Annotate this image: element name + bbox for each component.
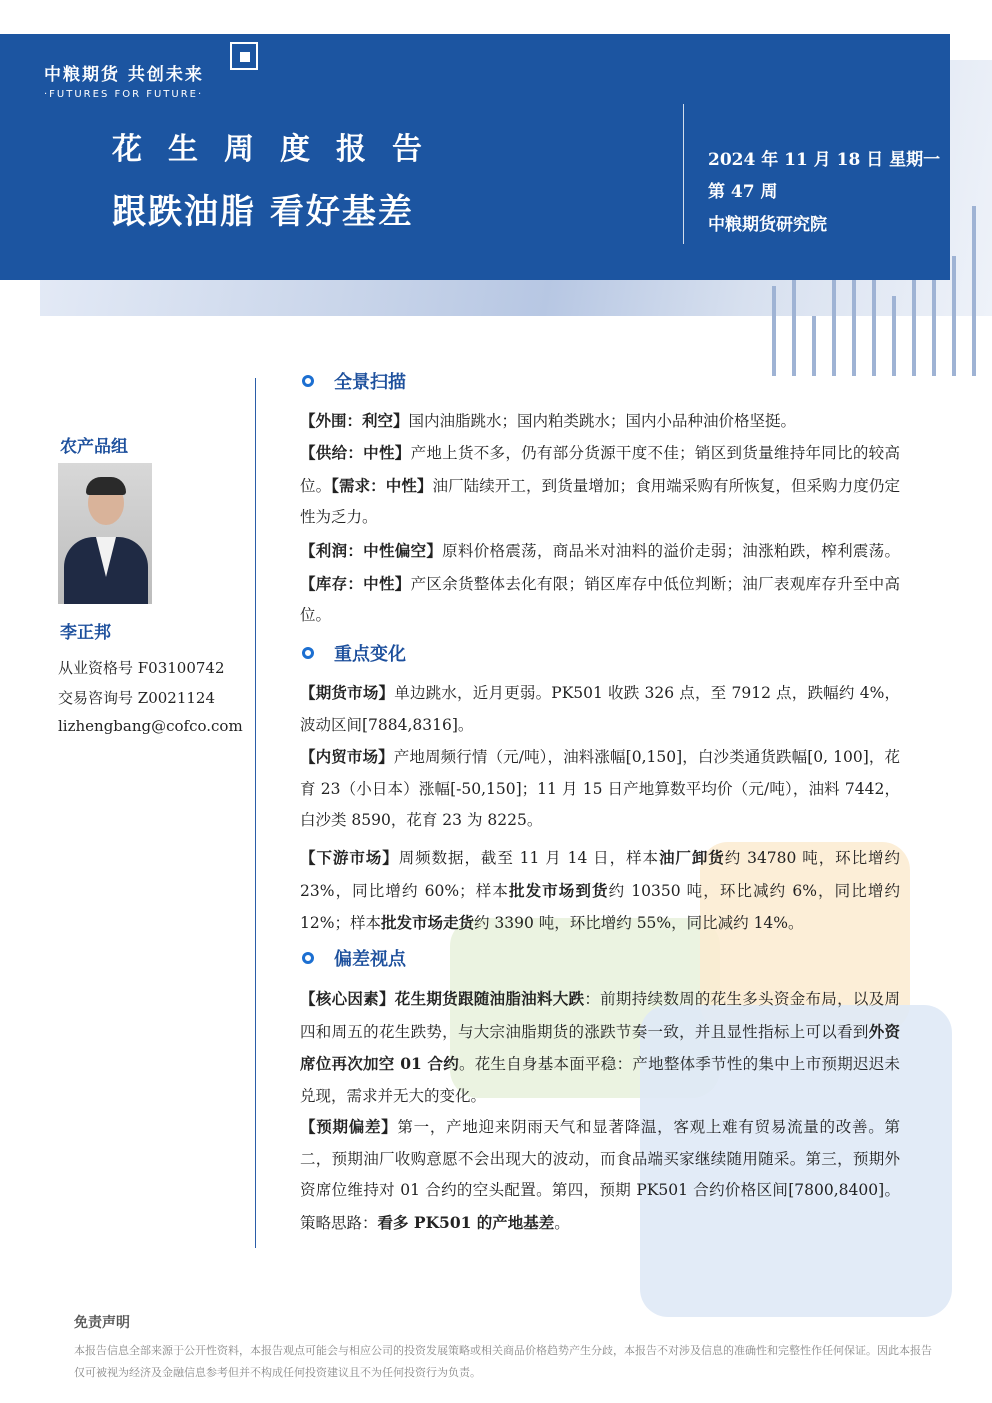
header-divider <box>683 104 684 244</box>
disclaimer-title: 免责声明 <box>74 1315 130 1331</box>
report-type-title: 花生周度报告 <box>112 132 448 167</box>
section-heading-changes: 重点变化 <box>302 640 406 666</box>
disclaimer-body: 本报告信息全部来源于公开性资料，本报告观点可能会与相应公司的投资发展策略或相关商品价格趋势产生分歧，本报告不对涉及信息的准确性和完整性作任何保证。因此本报告仅可被视为经济及金融信息参考但并不构成任何投资建议且不为任何投资行为负责。 <box>74 1344 932 1379</box>
analyst-qualification: 从业资格号 F03100742 <box>58 659 225 677</box>
overview-paragraph-3: 【利润：中性偏空】原料价格震荡，商品米对油料的溢价走弱；油涨粕跌，榨利震荡。【库存：中性】产区余货整体去化有限；销区库存中低位判断；油厂表观库存升至中高位。 <box>300 541 900 624</box>
logo-mark-icon <box>230 42 258 70</box>
sidebar-divider <box>255 378 256 1248</box>
changes-paragraph-1: 【期货市场】单边跳水，近月更弱。PK501 收跌 326 点，至 7912 点，跌幅约 4%，波动区间[7884,8316]。 <box>300 683 900 734</box>
analyst-group: 农产品组 <box>60 437 128 457</box>
report-institute: 中粮期货研究院 <box>708 215 827 235</box>
bullet-circle-icon <box>302 952 314 964</box>
changes-paragraph-2: 【内贸市场】产地周频行情（元/吨），油料涨幅[0,150]，白沙类通货跌幅[0, 100]，花育 23（小日本）涨幅[-50,150]；11 月 15 日产地算数平均价（元/吨），油料 7442，白沙类 8590，花育 23 为 8225。 <box>300 747 900 829</box>
report-week: 第 47 周 <box>708 182 778 202</box>
overview-paragraph-1: 【外围：利空】国内油脂跳水；国内粕类跳水；国内小品种油价格坚挺。 <box>300 411 797 430</box>
analyst-avatar <box>58 463 152 604</box>
company-logo <box>44 60 204 100</box>
section-heading-overview: 全景扫描 <box>302 368 406 394</box>
section-heading-bias: 偏差视点 <box>302 945 406 971</box>
report-headline: 跟跌油脂 看好基差 <box>112 192 414 232</box>
logo-en-text: ·FUTURES FOR FUTURE· <box>44 89 204 100</box>
analyst-name: 李正邦 <box>60 623 111 643</box>
analyst-email[interactable]: lizhengbang@cofco.com <box>58 717 243 735</box>
bullet-circle-icon <box>302 375 314 387</box>
overview-paragraph-2: 【供给：中性】产地上货不多，仍有部分货源干度不佳；销区到货量维持年同比的较高位。【需求：中性】油厂陆续开工，到货量增加；食用端采购有所恢复，但采购力度仍定性为乏力。 <box>300 443 900 526</box>
changes-paragraph-3: 【下游市场】周频数据，截至 11 月 14 日，样本油厂卸货约 34780 吨，环比增约 23%，同比增约 60%；样本批发市场到货约 10350 吨，环比减约 6%，同比增约 12%；样本批发市场走货约 3390 吨，环比增约 55%，同比减约 14%。 <box>300 848 900 932</box>
logo-cn-text: 中粮期货 共创未来 <box>44 65 204 85</box>
bias-paragraph-2: 【预期偏差】第一，产地迎来阴雨天气和显著降温，客观上难有贸易流量的改善。第二，预期油厂收购意愿不会出现大的波动，而食品端买家继续随用随采。第三，预期外资席位维持对 01 合约的空头配置。第四，预期 PK501 合约价格区间[7800,8400]。策略思路：看多 PK501 的产地基差。 <box>300 1117 900 1232</box>
report-date: 2024 年 11 月 18 日 星期一 <box>708 150 941 170</box>
analyst-consult-number: 交易咨询号 Z0021124 <box>58 689 215 707</box>
bullet-circle-icon <box>302 647 314 659</box>
bias-paragraph-1: 【核心因素】花生期货跟随油脂油料大跌：前期持续数周的花生多头资金布局，以及周四和周五的花生跌势，与大宗油脂期货的涨跌节奏一致，并且显性指标上可以看到外资席位再次加空 01 合约。花生自身基本面平稳：产地整体季节性的集中上市预期迟迟未兑现，需求并无大的变化。 <box>300 989 900 1105</box>
